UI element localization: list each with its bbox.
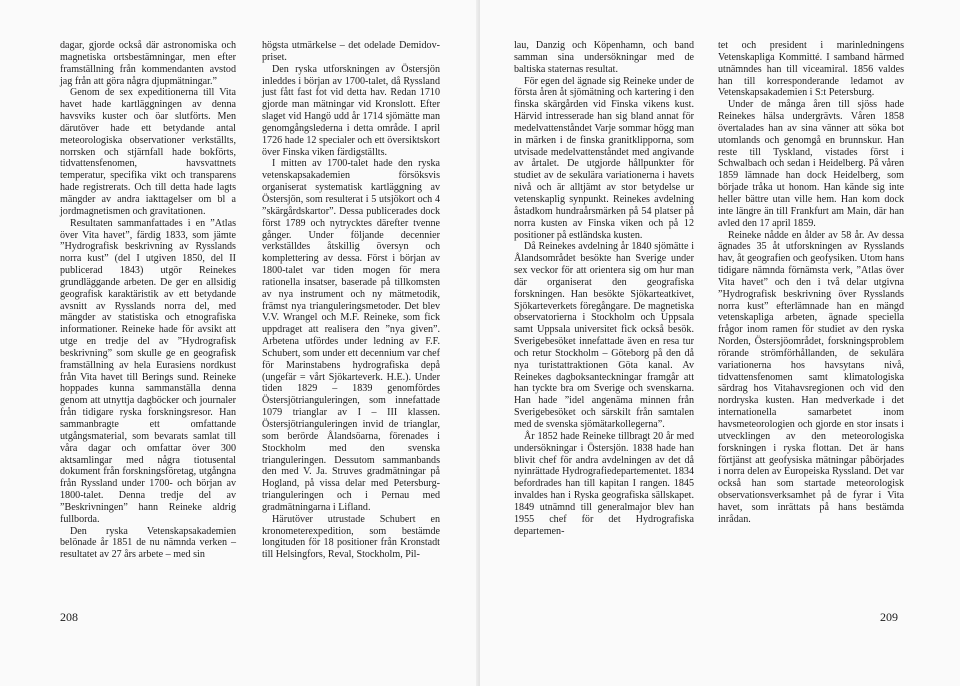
paragraph: högsta utmärkelse – det odelade Demidov-priset.	[262, 40, 440, 63]
paragraph: År 1852 hade Reineke tillbragt 20 år med undersökningar i Östersjön. 1838 hade han blivit chef för andra avdelningen av det då nyinrättade Hydrografiedepartementet. 1834 befordrades han till kapitan I rangen. 1845 invaldes han i Ryska geografiska sällskapet. 1849 utnämnd till generalmajor blev han 1955 chef för det Hydrografiska departemen-	[514, 430, 694, 537]
paragraph: dagar, gjorde också där astronomiska och magnetiska ortsbestämningar, men efter framställning från kommendanten avstod jag från att göra några djupmätningar.”	[60, 40, 236, 87]
page-number-left: 208	[60, 610, 78, 624]
paragraph: Den ryska Vetenskapsakademien belönade år 1851 de nu nämnda verken – resultatet av 27 års arbete – med sin	[60, 525, 236, 561]
left-page-column-2	[262, 40, 440, 561]
paragraph: Den ryska utforskningen av Östersjön inleddes i början av 1700-talet, då Ryssland just fått fast fot vid detta hav. Redan 1710 gjorde man mätningar vid Kronslott. Efter slaget vid Hangö udd år 1714 sjömätte man genomgångslederna i detta område. I april 1726 hade 12 specialer och ett översiktskort över Finska viken färdigställts.	[262, 63, 440, 158]
paragraph: Under de många åren till sjöss hade Reinekes hälsa undergrävts. Våren 1858 övertalades han av sina vänner att söka bot utomlands och genomgå en brunnskur. Han reste till Tyskland, vistades först i Schwalbach och sedan i Heidelberg. På våren 1859 lämnade han dock Heidelberg, som började tråka ut honom. Han kände sig inte heller bättre utan ville hem. Han kom dock inte längre än till Frankfurt am Main, där han avled den 17 april 1859.	[718, 99, 904, 229]
paragraph: För egen del ägnade sig Reineke under de första åren åt sjömätning och kartering i den finska skärgården vid Finska vikens kust. Härvid intresserade han sig bland annat för medelvattenståndet Varje sommar högg man in märken i de finska granitklipporna, som utvisade medelvattenståndet med angivande av årtalet. De utgjorde hållpunkter för studiet av de sekulära variationerna i havets nivå och är alltjämt av stor betydelse ur vetenskaplig synpunkt. Reinekes avdelning åstadkom hundraårsmärken på 54 platser på norra kusten av Finska viken och på 12 positioner på estländska kusten.	[514, 75, 694, 241]
right-page	[480, 0, 960, 686]
paragraph: lau, Danzig och Köpenhamn, och band samman sina undersökningar med de baltiska staternas resultat.	[514, 40, 694, 75]
paragraph: tet och president i marinledningens Vetenskapliga Kommitté. I samband härmed utnämndes han till viceamiral. 1856 valdes han till korresponderande ledamot av Vetenskapsakademien i S:t Petersburg.	[718, 40, 904, 99]
paragraph: Genom de sex expeditionerna till Vita havet hade kartläggningen av denna havsviks kuster och öar slutförts. Men därutöver hade ett betydande antal meteorologiska observationer verkställts, norrsken och stjärnfall hade bokförts, tidvattensfenomen, havsvattnets temperatur, specifika vikt och transparens hade registrerats. Och till detta hade lagts mängder av andra iakttagelser om bl a jordmagnetismen och gravitationen.	[60, 87, 236, 217]
paragraph: I mitten av 1700-talet hade den ryska vetenskapsakademien försöksvis organiserat systematisk kartläggning av Östersjön, som resulterat i 5 utsjökort och 4 ”skärgårdskartor”. Dessa publicerades dock först 1789 och nytrycktes därefter tvenne gånger. Under följande decennier verkställdes åtskillig översyn och komplettering av dessa. Först i början av 1800-talet var tiden mogen för mera rationella insatser, baserade på tillkomsten av nya instrument och ny mätmetodik, främst nya trianguleringsmetoder. Det blev V.V. Wrangel och M.F. Reineke, som fick uppdraget att realisera den ”nya given”. Arbetena utfördes under ledning av F.F. Schubert, som under ett decennium var chef för Marinstabens hydrografiska depå (ungefär = vårt Sjökarteverk. H.E.). Under tiden 1829 – 1839 genomfördes Östersjötrianguleringen, som innefattade 1079 trianglar av I – III klassen. Östersjötrianguleringen invid de trianglar, som berörde Ålandsöarna, förenades i Stockholm med den svenska trianguleringen. Dessutom sammanbands den med V. Ja. Struves gradmätningar på Hogland, på vissa delar med Petersburg-trianguleringen och i Pernau med gradmätningarna i Lifland.	[262, 158, 440, 513]
paragraph: Härutöver utrustade Schubert en kronometerexpedition, som bestämde longituden för 18 positioner från Kronstadt till Helsingfors, Reval, Stockholm, Pil-	[262, 513, 440, 561]
paragraph: Reineke nådde en ålder av 58 år. Av dessa ägnades 35 åt utforskningen av Rysslands hav, åt geografien och geofysiken. Utom hans tidigare nämnda förnämsta verk, ”Atlas över Vita havet” och den i två delar utgivna ”Hydrografisk beskrivning över Rysslands norra kust” efterlämnade han en mängd vetenskapliga arbeten, ägnade speciella frågor inom ramen för studiet av den ryska Norden, Östersjöområdet, forskningsproblem rörande strömförhållanden, de sekulära variationerna hos havsytans nivå, tidvattensfenomen samt klimatologiska särdrag hos Vitahavsregionen och vid den nordryska kusten. Han medverkade i det internationella samarbetet inom havsmeteorologien och gjorde en stor insats i utvecklingen av den meteorologiska forskningen i ryska flottan. Det är hans förtjänst att geofysiska mätningar påbörjades i norra delen av Europeiska Ryssland. Det var också han som startade meteorologisk observationsverksamhet på de fyrar i Vita havet, som inrättats på hans bestämda inrådan.	[718, 229, 904, 525]
paragraph: Då Reinekes avdelning år 1840 sjömätte i Ålandsområdet besökte han Sverige under sex veckor för att orientera sig om hur man där organiserat den geografiska forskningen. Han besökte Sjökarteatkivet, Sjökarteverkets föregångare. De magnetiska observatorierna i Stockholm och Uppsala samt Uppsala universitet fick också besök. Sverigebesöket innefattade även en resa tur och retur Stockholm – Göteborg på den då nya turistattraktionen Göta kanal. Av Reinekes dagboksanteckningar framgår att han tyckte bra om Sverige och svenskarna. Han hade ”idel angenäma minnen från Sverigebesöket och särskilt från samtalen med de svenska sjömätarkollegerna”.	[514, 241, 694, 430]
left-page-column-1	[60, 40, 236, 561]
right-page-column-1	[514, 40, 694, 537]
right-page-column-2	[718, 40, 904, 526]
page-number-right: 209	[880, 610, 898, 624]
paragraph: Resultaten sammanfattades i en ”Atlas över Vita havet”, färdig 1833, som jämte ”Hydrografisk beskrivning av Rysslands norra kust” (del I utgiven 1850, del II publicerad 1843) utgör Reinekes grundläggande arbeten. De ger en allsidig geografisk karaktäristik av ett betydande avsnitt av Rysslands norra del, med mängder av statistiska och etnografiska informationer. Reineke hade för avsikt att utge en tredje del av ”Hydrografisk beskrivning” som skulle ge en geografisk framställning av hela Eurasiens nordkust från Vita havet till Berings sund. Reineke hoppades kunna sammanställa denna genom att utnyttja dagböcker och journaler från tidigare ryska forskningsresor. Han sammanbragte ett omfattande utgångsmaterial, som bevarats samlat till våra dagar och omfattar över 300 aktsamlingar med några tiotusental dokument från forskningsföretag, utgångna från Ryssland under 1700- och början av 1800-talet. Denna tredje del av ”Beskrivningen” hann Reineke aldrig fullborda.	[60, 217, 236, 525]
